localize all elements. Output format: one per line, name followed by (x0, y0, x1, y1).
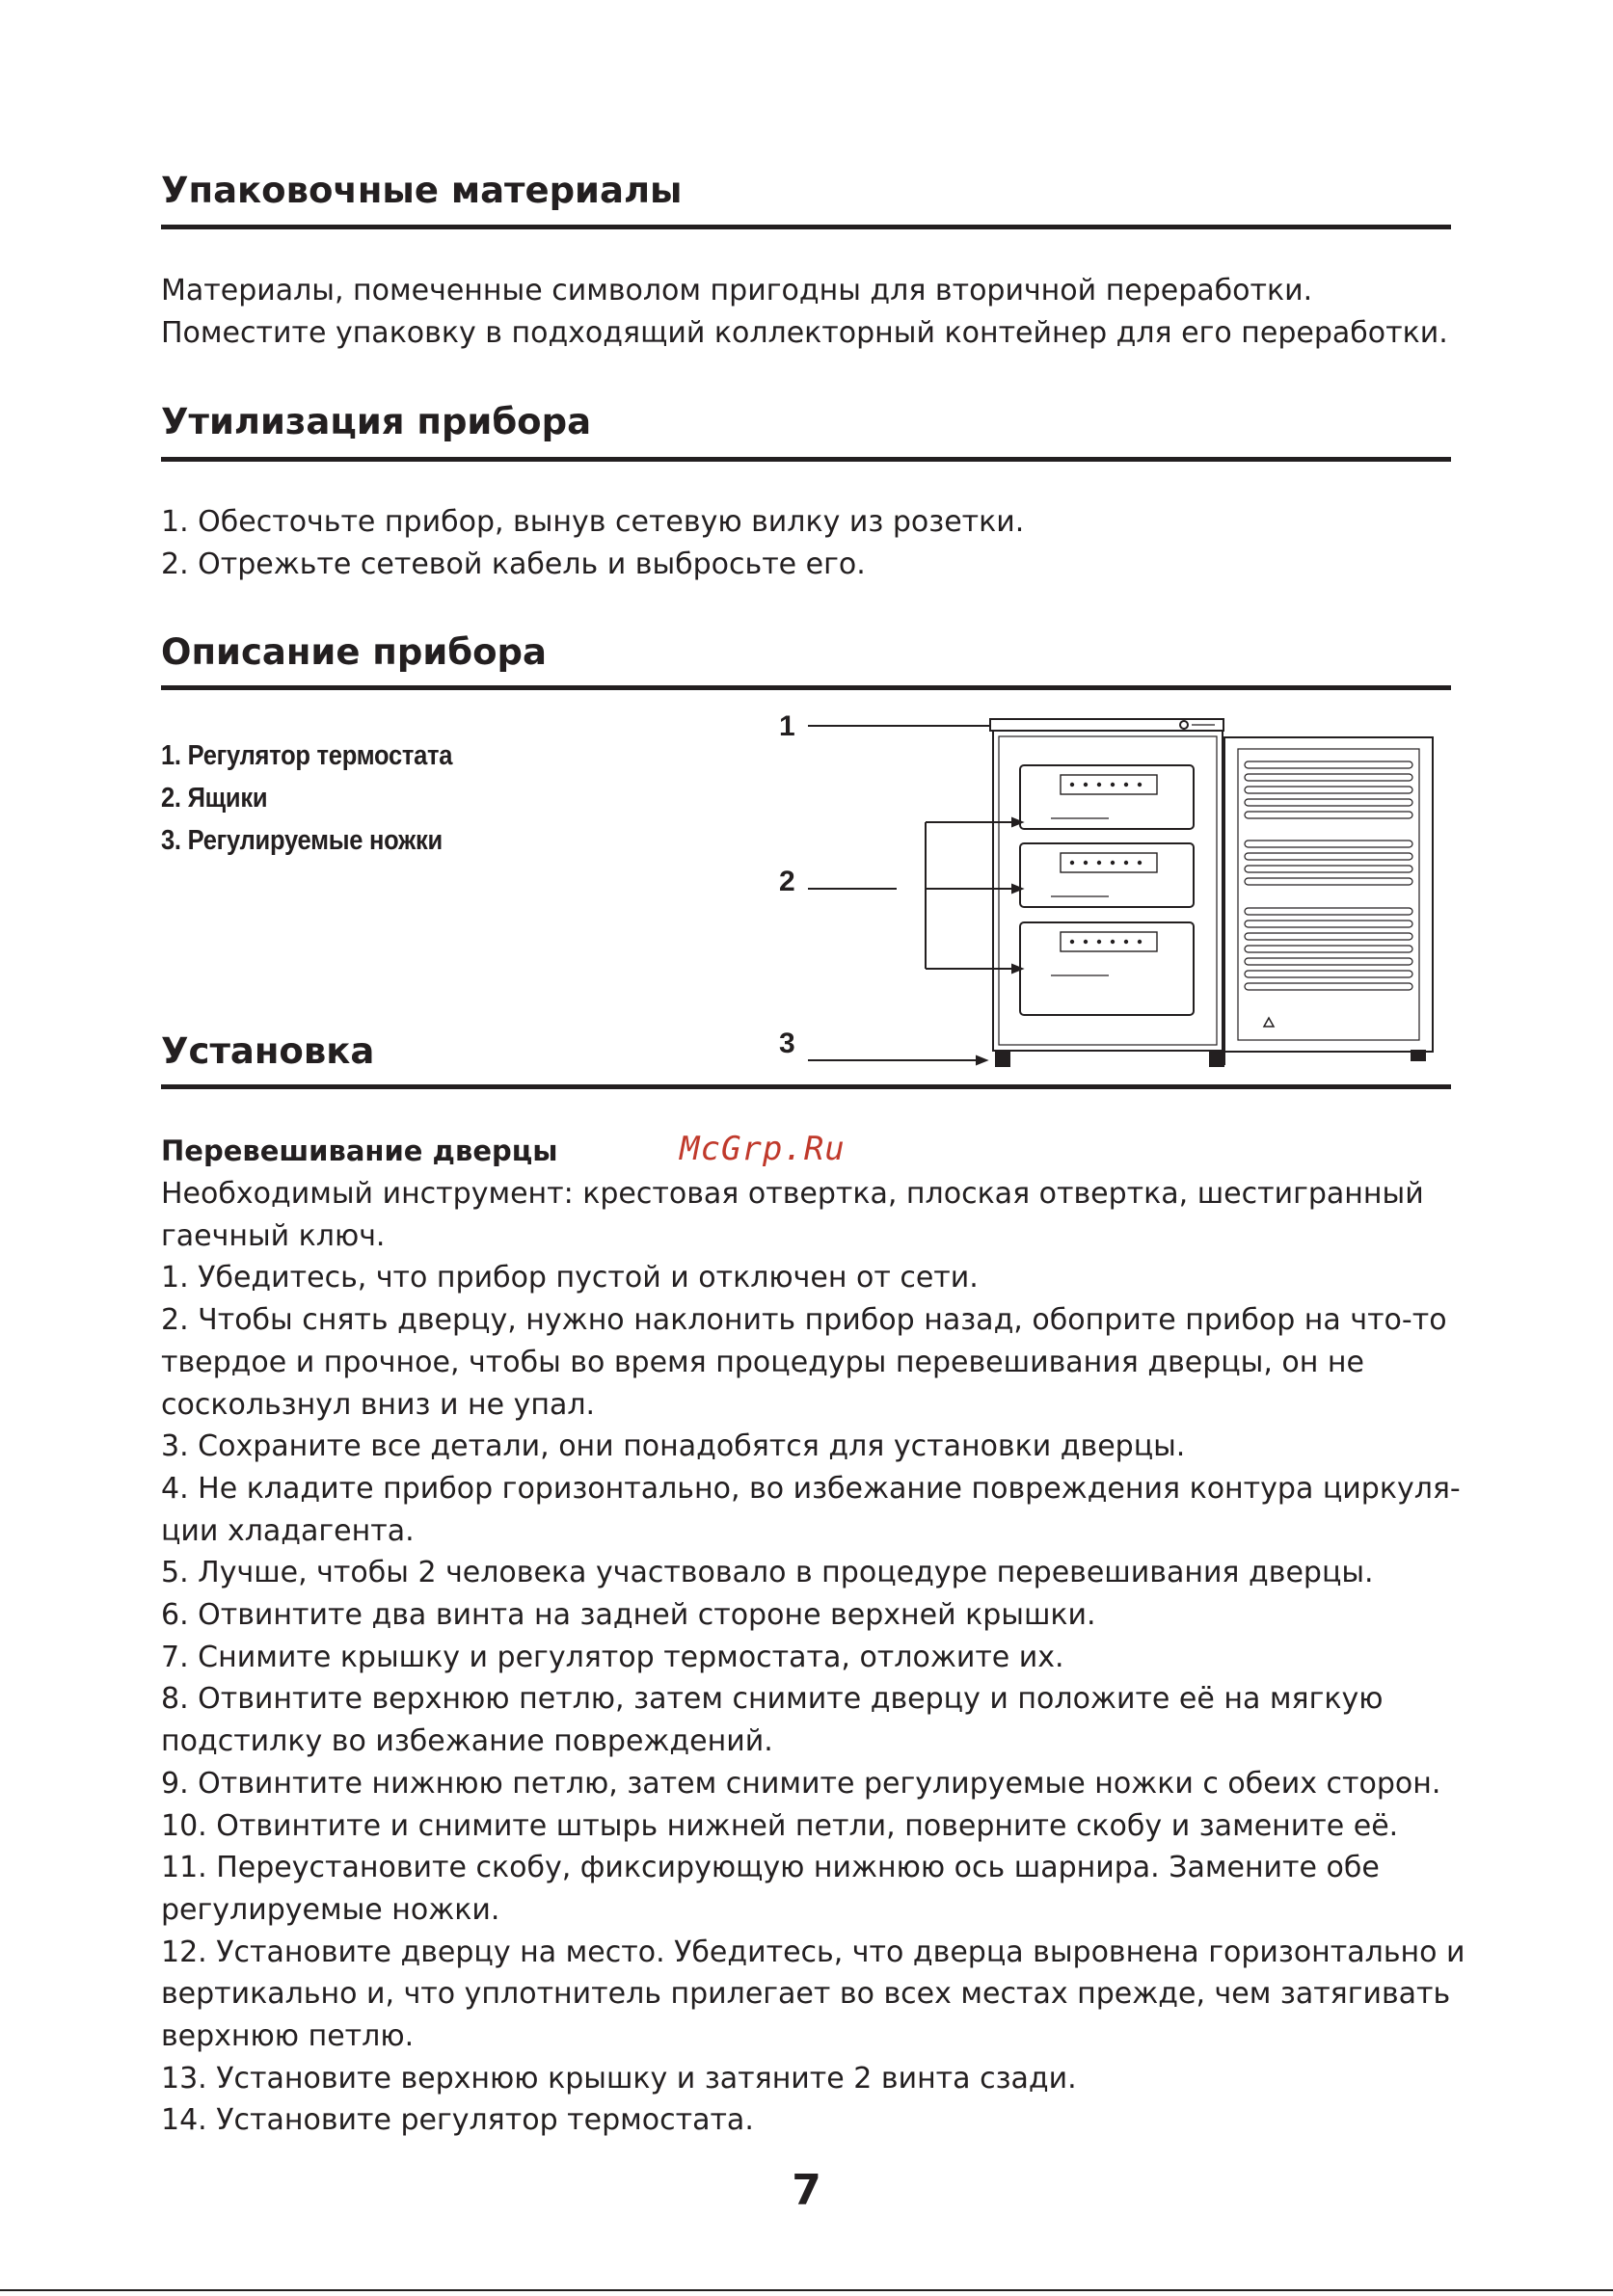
bottom-rule (0, 2289, 1613, 2291)
section-rule (161, 1084, 1451, 1089)
text-line: 8. Отвинтите верхнюю петлю, затем снимите дверцу и положите её на мягкую (161, 1682, 1384, 1717)
text-line: гаечный ключ. (161, 1218, 386, 1253)
callout-number-2: 2 (779, 866, 795, 897)
page-number: 7 (792, 2166, 821, 2215)
text-line: 6. Отвинтите два винта на задней стороне верхней крышки. (161, 1598, 1096, 1633)
callout-number-3: 3 (779, 1028, 795, 1059)
door-shelf-rib (1245, 946, 1412, 952)
door-shelf-rib (1245, 921, 1412, 927)
disposal-text (161, 501, 1453, 586)
freezer-body (990, 719, 1223, 1066)
door-shelf-rib (1245, 933, 1412, 940)
text-line: 11. Переустановите скобу, фиксирующую нижнюю ось шарнира. Замените обе (161, 1851, 1380, 1885)
text-line: 1. Обесточьте прибор, вынув сетевую вилку из розетки. (161, 505, 1025, 539)
text-line: 9. Отвинтите нижнюю петлю, затем снимите регулируемые ножки с обеих сторон. (161, 1766, 1441, 1801)
text-line: верхнюю петлю. (161, 2019, 415, 2054)
text-line: твердое и прочное, чтобы во время процедуры перевешивания дверцы, он не (161, 1345, 1365, 1379)
packaging-title: Упаковочные материалы (161, 170, 683, 211)
drawer-handle-dots (1070, 783, 1142, 944)
parts-legend (161, 734, 636, 862)
text-line: 5. Лучше, чтобы 2 человека участвовало в процедуре перевешивания дверцы. (161, 1556, 1374, 1590)
watermark: McGrp.Ru (680, 1130, 846, 1168)
appliance-diagram (762, 704, 1465, 1080)
text-line: 2. Отрежьте сетевой кабель и выбросьте его. (161, 547, 866, 581)
packaging-text (161, 270, 1453, 355)
installation-title: Установка (161, 1030, 375, 1072)
door-shelf-rib (1245, 787, 1412, 793)
door-shelf-rib (1245, 799, 1412, 806)
text-line: 2. Чтобы снять дверцу, нужно наклонить прибор назад, обоприте прибор на что-то (161, 1303, 1447, 1338)
door-shelf-rib (1245, 971, 1412, 977)
legend-item: 2. Ящики (161, 783, 268, 814)
text-line: Материалы, помеченные символом пригодны для вторичной переработки. (161, 274, 1313, 307)
door-shelf-rib (1245, 853, 1412, 860)
text-line: вертикально и, что уплотнитель прилегает во всех местах прежде, чем затягивать (161, 1977, 1451, 2012)
section-rule (161, 457, 1451, 462)
section-rule (161, 685, 1451, 690)
disposal-title: Утилизация прибора (161, 401, 592, 442)
legend-item: 3. Регулируемые ножки (161, 825, 443, 856)
door-shelf-lines (1245, 761, 1412, 990)
text-line: 14. Установите регулятор термостата. (161, 2103, 754, 2138)
text-line: Поместите упаковку в подходящий коллекторный контейнер для его переработки. (161, 316, 1448, 350)
text-line: 13. Установите верхнюю крышку и затяните 2 винта сзади. (161, 2061, 1077, 2096)
text-line: соскользнул вниз и не упал. (161, 1387, 596, 1422)
door-shelf-rib (1245, 958, 1412, 965)
text-line: 3. Сохраните все детали, они понадобятся для установки дверцы. (161, 1429, 1186, 1464)
door-shelf-rib (1245, 908, 1412, 915)
installation-steps (161, 1173, 1465, 2142)
section-rule (161, 225, 1451, 229)
text-line: Необходимый инструмент: крестовая отвертка, плоская отвертка, шестигранный (161, 1177, 1424, 1211)
text-line: 4. Не кладите прибор горизонтально, во избежание повреждения контура циркуля- (161, 1471, 1461, 1506)
door-shelf-rib (1245, 761, 1412, 768)
description-title: Описание прибора (161, 631, 547, 673)
text-line: регулируемые ножки. (161, 1892, 500, 1927)
door-shelf-rib (1245, 983, 1412, 990)
text-line: 10. Отвинтите и снимите штырь нижней петли, поверните скобу и замените её. (161, 1808, 1399, 1843)
text-line: ции хладагента. (161, 1513, 415, 1548)
text-line: 1. Убедитесь, что прибор пустой и отключен от сети. (161, 1261, 979, 1295)
text-line: подстилку во избежание повреждений. (161, 1724, 773, 1759)
text-line: 12. Установите дверцу на место. Убедитесь, что дверца выровнена горизонтально и (161, 1935, 1465, 1969)
door-shelf-rib (1245, 866, 1412, 872)
callout-number-1: 1 (779, 710, 795, 742)
leader-lines (808, 722, 1174, 1064)
door-reversal-subtitle: Перевешивание дверцы (161, 1135, 558, 1167)
door-shelf-rib (1245, 841, 1412, 847)
text-line: 7. Снимите крышку и регулятор термостата, отложите их. (161, 1640, 1064, 1674)
legend-item: 1. Регулятор термостата (161, 740, 453, 771)
door-shelf-rib (1245, 774, 1412, 781)
door-shelf-rib (1245, 812, 1412, 818)
door-shelf-rib (1245, 878, 1412, 885)
